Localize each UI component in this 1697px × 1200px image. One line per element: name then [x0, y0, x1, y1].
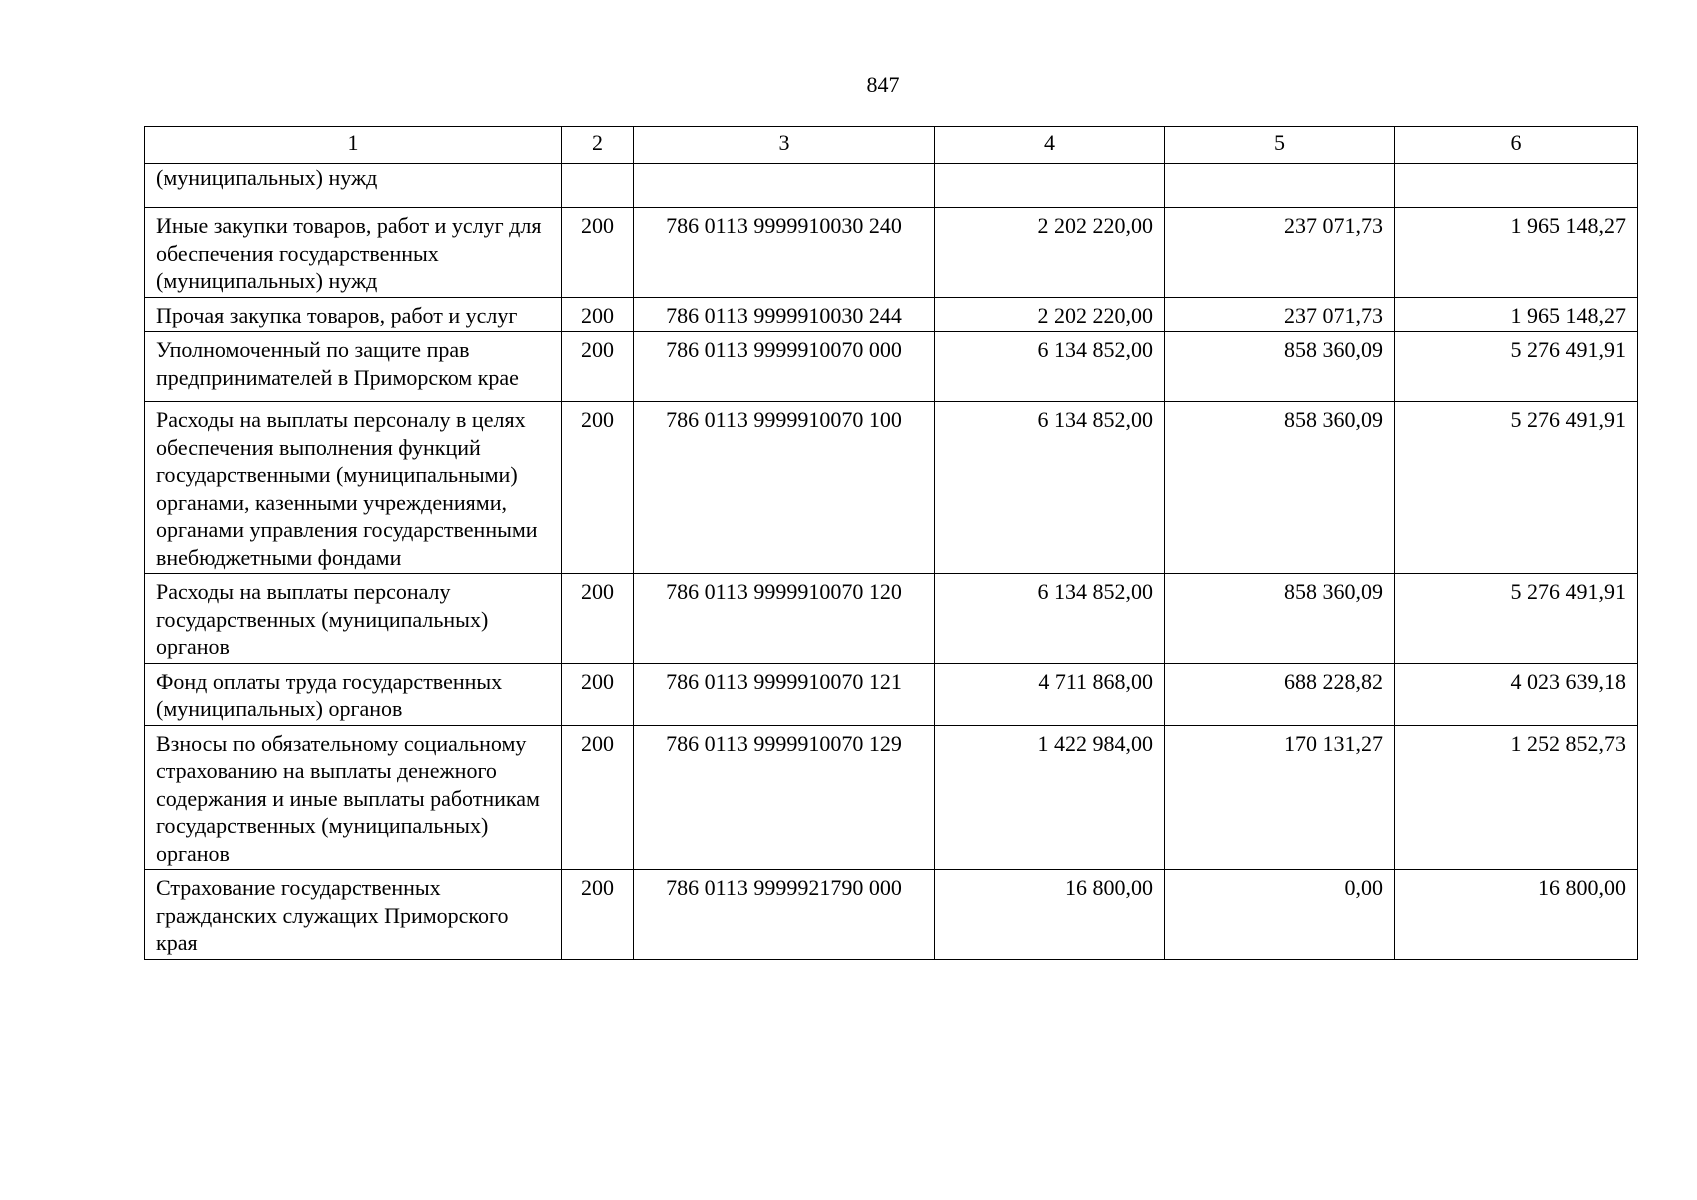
- row-remainder: 4 023 639,18: [1395, 663, 1638, 725]
- row-name: Расходы на выплаты персоналу государственных (муниципальных) органов: [145, 574, 562, 664]
- row-executed: 237 071,73: [1165, 297, 1395, 332]
- table-row: [145, 402, 1638, 574]
- table-row: [145, 725, 1638, 870]
- row-name: Фонд оплаты труда государственных (муниципальных) органов: [145, 663, 562, 725]
- table-row: [145, 870, 1638, 960]
- budget-table: [144, 126, 1638, 960]
- table-row: [145, 574, 1638, 664]
- column-header: 1: [145, 127, 562, 164]
- row-remainder: 1 965 148,27: [1395, 297, 1638, 332]
- row-code: 200: [562, 663, 634, 725]
- column-header: 3: [634, 127, 935, 164]
- table-header-row: [145, 127, 1638, 164]
- row-remainder: 5 276 491,91: [1395, 574, 1638, 664]
- row-kbk: [634, 164, 935, 208]
- row-code: 200: [562, 297, 634, 332]
- row-executed: 858 360,09: [1165, 574, 1395, 664]
- table-row: [145, 297, 1638, 332]
- table-row: [145, 208, 1638, 298]
- column-header: 5: [1165, 127, 1395, 164]
- row-kbk: 786 0113 9999910070 120: [634, 574, 935, 664]
- row-remainder: 16 800,00: [1395, 870, 1638, 960]
- row-plan: 2 202 220,00: [935, 297, 1165, 332]
- row-code: 200: [562, 208, 634, 298]
- row-code: 200: [562, 402, 634, 574]
- row-executed: 237 071,73: [1165, 208, 1395, 298]
- row-executed: 170 131,27: [1165, 725, 1395, 870]
- row-plan: 2 202 220,00: [935, 208, 1165, 298]
- table-row: [145, 663, 1638, 725]
- row-plan: 1 422 984,00: [935, 725, 1165, 870]
- row-executed: [1165, 164, 1395, 208]
- row-kbk: 786 0113 9999910030 244: [634, 297, 935, 332]
- row-remainder: 1 252 852,73: [1395, 725, 1638, 870]
- row-name: Иные закупки товаров, работ и услуг для обеспечения государственных (муниципальных) нужд: [145, 208, 562, 298]
- row-remainder: 5 276 491,91: [1395, 402, 1638, 574]
- row-plan: 16 800,00: [935, 870, 1165, 960]
- row-kbk: 786 0113 9999921790 000: [634, 870, 935, 960]
- row-name: Прочая закупка товаров, работ и услуг: [145, 297, 562, 332]
- row-kbk: 786 0113 9999910070 129: [634, 725, 935, 870]
- row-plan: 4 711 868,00: [935, 663, 1165, 725]
- row-kbk: 786 0113 9999910070 121: [634, 663, 935, 725]
- row-kbk: 786 0113 9999910070 000: [634, 332, 935, 402]
- row-code: 200: [562, 725, 634, 870]
- row-plan: 6 134 852,00: [935, 332, 1165, 402]
- column-header: 4: [935, 127, 1165, 164]
- row-name: Уполномоченный по защите прав предпринимателей в Приморском крае: [145, 332, 562, 402]
- row-executed: 858 360,09: [1165, 332, 1395, 402]
- row-executed: 0,00: [1165, 870, 1395, 960]
- row-code: [562, 164, 634, 208]
- row-name: Расходы на выплаты персоналу в целях обеспечения выполнения функций государственными (муниципальными) органами, казенными учреждениями, органами управления государственными внебюджетными фондами: [145, 402, 562, 574]
- row-plan: 6 134 852,00: [935, 574, 1165, 664]
- row-remainder: [1395, 164, 1638, 208]
- row-code: 200: [562, 870, 634, 960]
- row-code: 200: [562, 332, 634, 402]
- row-name: Взносы по обязательному социальному страхованию на выплаты денежного содержания и иные выплаты работникам государственных (муниципальных) органов: [145, 725, 562, 870]
- table-row: [145, 164, 1638, 208]
- page-number: 847: [866, 72, 900, 97]
- row-remainder: 5 276 491,91: [1395, 332, 1638, 402]
- row-name: Страхование государственных гражданских служащих Приморского края: [145, 870, 562, 960]
- row-code: 200: [562, 574, 634, 664]
- row-plan: 6 134 852,00: [935, 402, 1165, 574]
- row-name: (муниципальных) нужд: [145, 164, 562, 208]
- row-plan: [935, 164, 1165, 208]
- table-row: [145, 332, 1638, 402]
- column-header: 2: [562, 127, 634, 164]
- row-executed: 858 360,09: [1165, 402, 1395, 574]
- row-kbk: 786 0113 9999910030 240: [634, 208, 935, 298]
- row-remainder: 1 965 148,27: [1395, 208, 1638, 298]
- row-executed: 688 228,82: [1165, 663, 1395, 725]
- column-header: 6: [1395, 127, 1638, 164]
- row-kbk: 786 0113 9999910070 100: [634, 402, 935, 574]
